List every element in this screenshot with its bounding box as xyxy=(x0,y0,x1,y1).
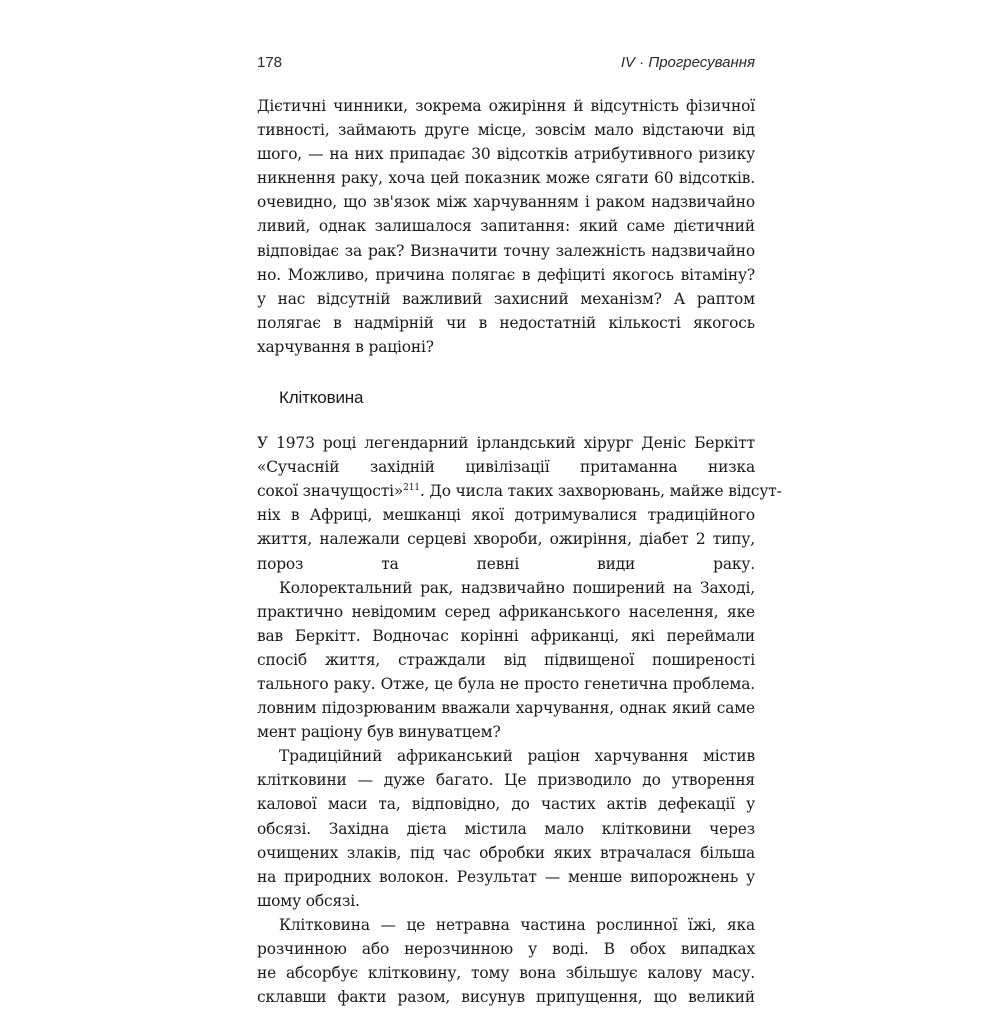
footnote-ref: 211 xyxy=(403,483,420,494)
paragraph xyxy=(257,744,755,913)
text-line: никнення раку, хоча цей показник може сягати 60 відсотків. xyxy=(257,169,755,188)
text-line: не абсорбує клітковину, тому вона збільшує калову масу. xyxy=(257,964,755,983)
text-line: розчинною або нерозчинною у воді. В обох випадках xyxy=(257,940,755,958)
text-line: ніх в Африці, мешканці якої дотримувалися традиційного xyxy=(257,506,755,525)
text-line: очевидно, що зв'язок між харчуванням і раком надзвичайно xyxy=(257,193,755,212)
text-line: но. Можливо, причина полягає в дефіциті якогось вітаміну? xyxy=(257,265,755,284)
text-line: практично невідомим серед африканського населення, яке xyxy=(257,602,755,621)
text-line: спосіб життя, страждали від підвищеної поширеності xyxy=(257,650,755,669)
text-line: ливий, однак залишалося запитання: який саме дієтичний xyxy=(257,217,755,236)
text-line: Колоректальний рак, надзвичайно поширений на Заході, xyxy=(279,578,755,597)
text-line: клітковини — дуже багато. Це призводило до утворення xyxy=(257,771,755,790)
text-line: тивності, займають друге місце, зовсім мало відстаючи від xyxy=(257,121,755,140)
text-line: Традиційний африканський раціон харчування містив xyxy=(279,747,755,766)
text-line: відповідає за рак? Визначити точну залежність надзвичайно xyxy=(257,241,755,260)
text-line: У 1973 році легендарний ірландський хірург Деніс Беркітт xyxy=(257,434,755,453)
section-heading: Клітковина xyxy=(279,388,364,408)
page-header xyxy=(257,54,755,78)
text-line: очищених злаків, під час обробки яких втрачалася більша xyxy=(257,843,755,862)
text-line: тального раку. Отже, це була не просто генетична проблема. xyxy=(257,674,755,693)
text-line: пороз та певні види раку. xyxy=(257,554,755,573)
text-line: склавши факти разом, висунув припущення, що великий xyxy=(257,988,755,1007)
running-title: IV · Прогресування xyxy=(620,54,755,71)
text-line: у нас відсутній важливий захисний механізм? А раптом xyxy=(257,289,755,308)
text-line: шому обсязі. xyxy=(257,891,360,910)
body-text xyxy=(257,94,782,1009)
text-line: полягає в надмірній чи в недостатній кількості якогось xyxy=(257,313,755,332)
text-fragment: сокої значущості»$^{211}$ xyxy=(257,482,420,501)
section-gap xyxy=(257,359,755,383)
paragraph xyxy=(257,576,755,745)
text-line: Клітковина — це нетравна частина рослинної їжі, яка xyxy=(279,915,755,934)
text-line: ловним підозрюваним вважали харчування, однак який саме xyxy=(257,699,755,718)
text-line: мент раціону був винуватцем? xyxy=(257,723,501,742)
text-fragment: . До числа таких захворювань, майже відсут- xyxy=(419,482,782,501)
text-line: Дієтичні чинники, зокрема ожиріння й відсутність фізичної xyxy=(257,97,755,115)
text-line: вав Беркітт. Водночас корінні африканці, які переймали xyxy=(257,626,755,645)
text-line: «Сучасній західній цивілізації притаманна низка xyxy=(257,458,755,477)
text-line: харчування в раціоні? xyxy=(257,337,434,356)
page-number: 178 xyxy=(257,54,283,71)
text-line xyxy=(257,479,782,503)
text-line: калової маси та, відповідно, до частих актів дефекації у xyxy=(257,795,755,814)
paragraph xyxy=(257,94,755,359)
text-line: життя, належали серцеві хвороби, ожиріння, діабет 2 типу, xyxy=(257,530,755,549)
text-line: обсязі. Західна дієта містила мало клітковини через xyxy=(257,819,755,838)
paragraph xyxy=(257,431,782,576)
text-line: на природних волокон. Результат — менше випорожнень у xyxy=(257,867,755,886)
text-line: шого, — на них припадає 30 відсотків атрибутивного ризику xyxy=(257,145,755,164)
paragraph xyxy=(257,913,755,1009)
